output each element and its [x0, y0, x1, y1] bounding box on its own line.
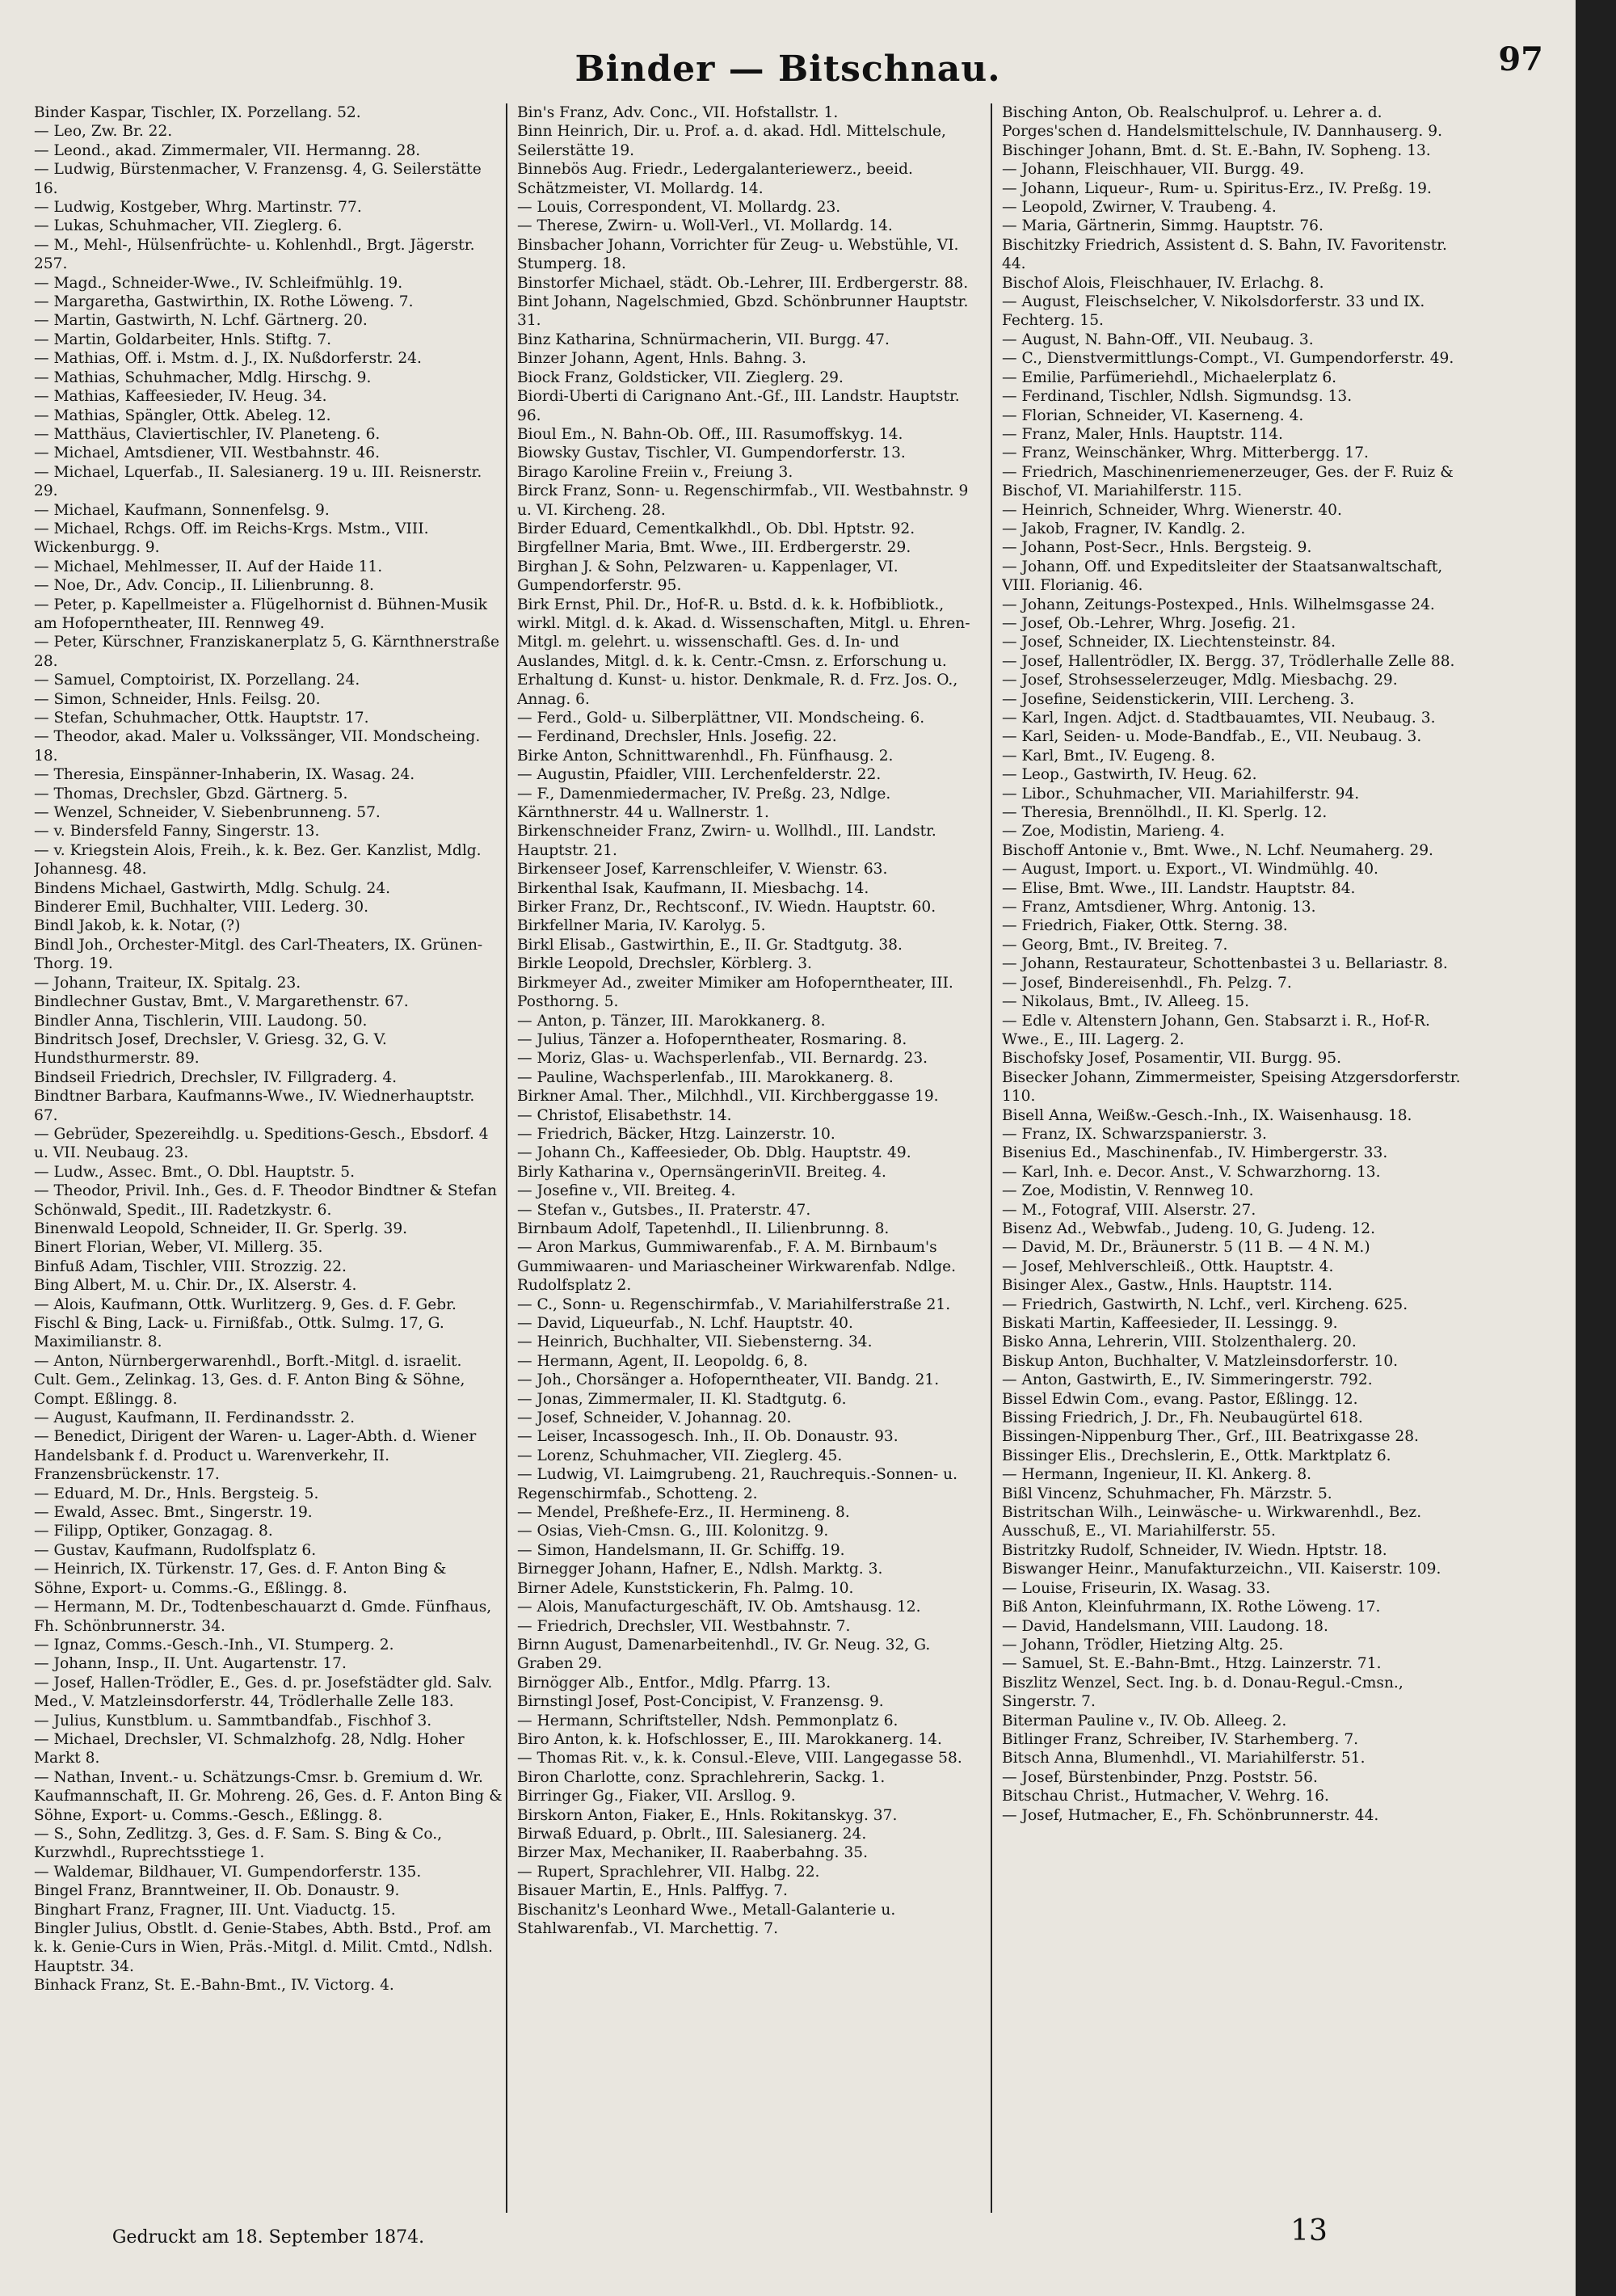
directory-entry: Bischofsky Josef, Posamentir, VII. Burgg. 95.: [1002, 1050, 1342, 1068]
directory-entry: — Leo, Zw. Br. 22.: [34, 123, 173, 141]
directory-entry: — Filipp, Optiker, Gonzagag. 8.: [34, 1523, 273, 1540]
column-3: [1002, 103, 1471, 2213]
directory-entry: — Josef, Schneider, V. Johannag. 20.: [517, 1409, 792, 1427]
directory-entry: Bindseil Friedrich, Drechsler, IV. Fillgraderg. 4.: [34, 1068, 398, 1086]
directory-entry: Birner Adele, Kunststickerin, Fh. Palmg. 10.: [517, 1579, 854, 1597]
directory-entry: Bischinger Johann, Bmt. d. St. E.-Bahn, IV. Sopheng. 13.: [1002, 141, 1431, 159]
directory-entry: — Heinrich, Buchhalter, VII. Siebensterng. 34.: [517, 1333, 873, 1351]
directory-entry: — Josefine, Seidenstickerin, VIII. Lercheng. 3.: [1002, 690, 1355, 708]
directory-entry: — Josef, Bürstenbinder, Pnzg. Poststr. 56.: [1002, 1768, 1318, 1786]
directory-entry: — M., Fotograf, VIII. Alserstr. 27.: [1002, 1201, 1256, 1219]
directory-entry: Birnstingl Josef, Post-Concipist, V. Franzensg. 9.: [517, 1693, 884, 1711]
directory-entry: — Theodor, akad. Maler u. Volkssänger, VII. Mondscheing. 18.: [34, 728, 481, 765]
directory-entry: — Johann, Fleischhauer, VII. Burgg. 49.: [1002, 161, 1305, 179]
directory-entry: Bisching Anton, Ob. Realschulprof. u. Lehrer a. d. Porges'schen d. Handelsmittelschule, IV. Dannhauserg. 9.: [1002, 104, 1442, 141]
directory-entry: Bischitzky Friedrich, Assistent d. S. Bahn, IV. Favoritenstr. 44.: [1002, 236, 1447, 273]
directory-entry: — Karl, Seiden- u. Mode-Bandfab., E., VII. Neubaug. 3.: [1002, 728, 1422, 746]
directory-entry: — Josef, Strohsesselerzeuger, Mdlg. Miesbachg. 29.: [1002, 672, 1398, 689]
directory-entry: — Stefan, Schuhmacher, Ottk. Hauptstr. 17.: [34, 710, 369, 727]
directory-entry: — Ferdinand, Tischler, Ndlsh. Sigmundsg. 13.: [1002, 388, 1353, 406]
directory-entry: Bindl Jakob, k. k. Notar, (?): [34, 917, 241, 935]
directory-entry: Bischanitz's Leonhard Wwe., Metall-Galanterie u. Stahlwarenfab., VI. Marchettig. 7.: [517, 1901, 896, 1937]
directory-entry: — Johann Ch., Kaffeesieder, Ob. Dblg. Hauptstr. 49.: [517, 1144, 911, 1162]
directory-entry: — Ferdinand, Drechsler, Hnls. Josefig. 22.: [517, 728, 837, 746]
directory-entry: — Augustin, Pfaidler, VIII. Lerchenfelderstr. 22.: [517, 766, 882, 784]
directory-entry: — Moriz, Glas- u. Wachsperlenfab., VII. Bernardg. 23.: [517, 1050, 928, 1068]
directory-entry: Biskup Anton, Buchhalter, V. Matzleinsdorferstr. 10.: [1002, 1352, 1399, 1370]
directory-entry: — Karl, Ingen. Adjct. d. Stadtbauamtes, VII. Neubaug. 3.: [1002, 710, 1436, 727]
directory-entry: Bischoff Antonie v., Bmt. Wwe., N. Lchf. Neumaherg. 29.: [1002, 841, 1433, 859]
directory-entry: Biro Anton, k. k. Hofschlosser, E., III. Marokkanerg. 14.: [517, 1730, 942, 1748]
directory-entry: Bisecker Johann, Zimmermeister, Speising Atzgersdorferstr. 110.: [1002, 1068, 1461, 1106]
directory-entry: Biß Anton, Kleinfuhrmann, IX. Rothe Löweng. 17.: [1002, 1599, 1381, 1616]
directory-entry: — August, Import. u. Export., VI. Windmühlg. 40.: [1002, 861, 1378, 878]
directory-entry: — Joh., Chorsänger a. Hofoperntheater, VII. Bandg. 21.: [517, 1371, 940, 1389]
directory-entry: — Wenzel, Schneider, V. Siebenbrunneng. 57.: [34, 804, 381, 822]
directory-entry: — Emilie, Parfümeriehdl., Michaelerplatz 6.: [1002, 369, 1337, 386]
directory-entry: Birnbaum Adolf, Tapetenhdl., II. Lilienbrunng. 8.: [517, 1220, 890, 1237]
directory-entry: — Karl, Bmt., IV. Eugeng. 8.: [1002, 747, 1215, 765]
directory-entry: — Louis, Correspondent, VI. Mollardg. 23.: [517, 199, 841, 217]
directory-entry: Bisko Anna, Lehrerin, VIII. Stolzenthalerg. 20.: [1002, 1333, 1357, 1351]
directory-entry: — Josef, Mehlverschleiß., Ottk. Hauptstr. 4.: [1002, 1258, 1334, 1275]
directory-entry: Binstorfer Michael, städt. Ob.-Lehrer, III. Erdbergerstr. 88.: [517, 274, 969, 292]
directory-entry: Bistritzky Rudolf, Schneider, IV. Wiedn. Hptstr. 18.: [1002, 1541, 1387, 1559]
directory-entry: Bindlechner Gustav, Bmt., V. Margarethenstr. 67.: [34, 993, 409, 1011]
directory-entry: — C., Dienstvermittlungs-Compt., VI. Gumpendorferstr. 49.: [1002, 350, 1454, 368]
directory-entry: Biszlitz Wenzel, Sect. Ing. b. d. Donau-Regul.-Cmsn., Singerstr. 7.: [1002, 1674, 1403, 1711]
directory-entry: Bisell Anna, Weißw.-Gesch.-Inh., IX. Waisenhausg. 18.: [1002, 1106, 1412, 1124]
directory-entry: — Thomas, Drechsler, Gbzd. Gärtnerg. 5.: [34, 785, 348, 803]
directory-entry: Birk Ernst, Phil. Dr., Hof-R. u. Bstd. d. k. k. Hofbibliotk., wirkl. Mitgl. d. k. Akad. d. Wissenschaften, Mitgl. u. Ehren-Mitgl. m. gelehrt. u. wissenschaftl. Ges. d. In- und Auslandes, Mitgl. d. k. k. Centr.-Cmsn. z. Erforschung u. Erhaltung d. Kunst- u. histor. Denkmale, R. d. Frz. Jos. O., Annag. 6.: [517, 596, 970, 708]
directory-entry: Birgfellner Maria, Bmt. Wwe., III. Erdbergerstr. 29.: [517, 539, 911, 557]
directory-entry: — Nathan, Invent.- u. Schätzungs-Cmsr. b. Gremium d. Wr. Kaufmannschaft, II. Gr. Mohreng. 26, Ges. d. F. Anton Bing & Söhne, Export- u. Comms.-Gesch., Eßlingg. 8.: [34, 1768, 503, 1824]
directory-entry: — Martin, Gastwirth, N. Lchf. Gärtnerg. 20.: [34, 312, 368, 330]
directory-entry: — Friedrich, Gastwirth, N. Lchf., verl. Kircheng. 625.: [1002, 1295, 1408, 1313]
column-divider-2: [991, 103, 992, 2213]
directory-entry: Binn Heinrich, Dir. u. Prof. a. d. akad. Hdl. Mittelschule, Seilerstätte 19.: [517, 123, 946, 159]
directory-entry: — Friedrich, Fiaker, Ottk. Sterng. 38.: [1002, 917, 1288, 935]
directory-entry: Birkl Elisab., Gastwirthin, E., II. Gr. Stadtgutg. 38.: [517, 936, 903, 954]
directory-entry: — Franz, Maler, Hnls. Hauptstr. 114.: [1002, 425, 1283, 443]
directory-entry: — Martin, Goldarbeiter, Hnls. Stiftg. 7.: [34, 331, 332, 348]
directory-entry: — David, Liqueurfab., N. Lchf. Hauptstr. 40.: [517, 1315, 853, 1332]
directory-entry: — Matthäus, Claviertischler, IV. Planeteng. 6.: [34, 425, 381, 443]
directory-entry: — Johann, Post-Secr., Hnls. Bergsteig. 9.: [1002, 539, 1312, 557]
directory-entry: Birringer Gg., Fiaker, VII. Arsllog. 9.: [517, 1788, 796, 1805]
directory-entry: — Samuel, St. E.-Bahn-Bmt., Htzg. Lainzerstr. 71.: [1002, 1655, 1382, 1673]
directory-entry: — Johann, Restaurateur, Schottenbastei 3 u. Bellariastr. 8.: [1002, 955, 1448, 973]
directory-entry: — Simon, Handelsmann, II. Gr. Schiffg. 19.: [517, 1541, 845, 1559]
print-date-note: Gedruckt am 18. September 1874.: [112, 2227, 425, 2248]
directory-entry: — Heinrich, Schneider, Whrg. Wienerstr. 40.: [1002, 501, 1342, 519]
directory-entry: — Peter, Kürschner, Franziskanerplatz 5, G. Kärnthnerstraße 28.: [34, 634, 499, 670]
directory-entry: Bitschau Christ., Hutmacher, V. Wehrg. 16.: [1002, 1788, 1329, 1805]
directory-entry: Birly Katharina v., OpernsängerinVII. Breiteg. 4.: [517, 1163, 886, 1181]
directory-entry: — Pauline, Wachsperlenfab., III. Marokkanerg. 8.: [517, 1068, 894, 1086]
directory-entry: — Jonas, Zimmermaler, II. Kl. Stadtgutg. 6.: [517, 1390, 847, 1408]
directory-entry: Bitsch Anna, Blumenhdl., VI. Mariahilferstr. 51.: [1002, 1750, 1366, 1767]
directory-entry: — Osias, Vieh-Cmsn. G., III. Kolonitzg. 9.: [517, 1523, 829, 1540]
directory-entry: — Heinrich, IX. Türkenstr. 17, Ges. d. F. Anton Bing & Söhne, Export- u. Comms.-G., Eßlingg. 8.: [34, 1561, 447, 1597]
directory-entry: — Margaretha, Gastwirthin, IX. Rothe Löweng. 7.: [34, 293, 414, 311]
directory-entry: — Zoe, Modistin, V. Rennweg 10.: [1002, 1182, 1254, 1200]
directory-entry: — Waldemar, Bildhauer, VI. Gumpendorferstr. 135.: [34, 1863, 422, 1881]
directory-entry: — Rupert, Sprachlehrer, VII. Halbg. 22.: [517, 1863, 820, 1881]
directory-entry: — Benedict, Dirigent der Waren- u. Lager-Abth. d. Wiener Handelsbank f. d. Product u. Warenverkehr, II. Franzensbrückenstr. 17.: [34, 1428, 477, 1484]
directory-entry: — Louise, Friseurin, IX. Wasag. 33.: [1002, 1579, 1271, 1597]
directory-entry: — Johann, Liqueur-, Rum- u. Spiritus-Erz., IV. Preßg. 19.: [1002, 179, 1432, 197]
directory-entry: — David, M. Dr., Bräunerstr. 5 (11 B. — 4 N. M.): [1002, 1239, 1370, 1257]
directory-entry: — Ludwig, Kostgeber, Whrg. Martinstr. 77.: [34, 199, 362, 217]
directory-entry: — Johann, Zeitungs-Postexped., Hnls. Wilhelmsgasse 24.: [1002, 596, 1435, 613]
directory-entry: Binghart Franz, Fragner, III. Unt. Viaductg. 15.: [34, 1901, 396, 1919]
directory-entry: — Maria, Gärtnerin, Simmg. Hauptstr. 76.: [1002, 217, 1324, 235]
directory-entry: Birnegger Johann, Hafner, E., Ndlsh. Marktg. 3.: [517, 1561, 883, 1578]
directory-entry: Biowsky Gustav, Tischler, VI. Gumpendorferstr. 13.: [517, 444, 906, 462]
directory-entry: Birkner Amal. Ther., Milchhdl., VII. Kirchberggasse 19.: [517, 1088, 939, 1106]
directory-entry: — Libor., Schuhmacher, VII. Mariahilferstr. 94.: [1002, 785, 1360, 803]
directory-entry: — Friedrich, Maschinenriemenerzeuger, Ges. der F. Ruiz & Bischof, VI. Mariahilferstr. 115.: [1002, 463, 1454, 500]
directory-entry: — Ferd., Gold- u. Silberplättner, VII. Mondscheing. 6.: [517, 710, 925, 727]
directory-entry: Binzer Johann, Agent, Hnls. Bahng. 3.: [517, 350, 806, 368]
directory-entry: Birkenthal Isak, Kaufmann, II. Miesbachg. 14.: [517, 879, 869, 897]
directory-entry: Bin's Franz, Adv. Conc., VII. Hofstallstr. 1.: [517, 104, 839, 121]
directory-entry: Binfuß Adam, Tischler, VIII. Strozzig. 22.: [34, 1258, 347, 1275]
directory-entry: — Anton, Gastwirth, E., IV. Simmeringerstr. 792.: [1002, 1371, 1373, 1389]
directory-entry: — Michael, Kaufmann, Sonnenfelsg. 9.: [34, 501, 330, 519]
directory-entry: Bißl Vincenz, Schuhmacher, Fh. Märzstr. 5.: [1002, 1485, 1332, 1502]
directory-entry: — Thomas Rit. v., k. k. Consul.-Eleve, VIII. Langegasse 58.: [517, 1750, 962, 1767]
directory-entry: — Josef, Hutmacher, E., Fh. Schönbrunnerstr. 44.: [1002, 1806, 1379, 1824]
directory-entry: Binderer Emil, Buchhalter, VIII. Lederg. 30.: [34, 899, 369, 916]
directory-entry: — Hermann, Ingenieur, II. Kl. Ankerg. 8.: [1002, 1466, 1312, 1484]
directory-entry: — Samuel, Comptoirist, IX. Porzellang. 24.: [34, 672, 360, 689]
directory-entry: Biron Charlotte, conz. Sprachlehrerin, Sackg. 1.: [517, 1768, 886, 1786]
directory-entry: Biskati Martin, Kaffeesieder, II. Lessingg. 9.: [1002, 1315, 1338, 1332]
directory-entry: Binenwald Leopold, Schneider, II. Gr. Sperlg. 39.: [34, 1220, 408, 1237]
directory-entry: — Ewald, Assec. Bmt., Singerstr. 19.: [34, 1504, 313, 1522]
directory-entry: Binhack Franz, St. E.-Bahn-Bmt., IV. Victorg. 4.: [34, 1977, 394, 1995]
directory-entry: — Mathias, Off. i. Mstm. d. J., IX. Nußdorferstr. 24.: [34, 350, 422, 368]
directory-entry: Bissinger Elis., Drechslerin, E., Ottk. Marktplatz 6.: [1002, 1447, 1391, 1464]
column-divider-1: [506, 103, 507, 2213]
directory-entry: Birck Franz, Sonn- u. Regenschirmfab., VII. Westbahnstr. 9 u. VI. Kircheng. 28.: [517, 482, 969, 519]
directory-entry: Birkfellner Maria, IV. Karolyg. 5.: [517, 917, 766, 935]
directory-entry: Birwaß Eduard, p. Obrlt., III. Salesianerg. 24.: [517, 1825, 867, 1843]
column-2: [517, 103, 986, 2213]
directory-entry: — Friedrich, Drechsler, VII. Westbahnstr. 7.: [517, 1617, 851, 1635]
directory-entry: — Ludwig, Bürstenmacher, V. Franzensg. 4, G. Seilerstätte 16.: [34, 161, 482, 197]
directory-entry: Bitlinger Franz, Schreiber, IV. Starhemberg. 7.: [1002, 1730, 1359, 1748]
directory-entry: Bisenius Ed., Maschinenfab., IV. Himbergerstr. 33.: [1002, 1144, 1388, 1162]
directory-entry: — Johann, Off. und Expeditsleiter der Staatsanwaltschaft, VIII. Florianig. 46.: [1002, 558, 1443, 595]
directory-entry: — Johann, Traiteur, IX. Spitalg. 23.: [34, 974, 301, 992]
directory-entry: — Josef, Bindereisenhdl., Fh. Pelzg. 7.: [1002, 974, 1292, 992]
directory-entry: Bisinger Alex., Gastw., Hnls. Hauptstr. 114.: [1002, 1277, 1332, 1295]
directory-entry: Birnn August, Damenarbeitenhdl., IV. Gr. Neug. 32, G. Graben 29.: [517, 1636, 931, 1673]
directory-entry: Birskorn Anton, Fiaker, E., Hnls. Rokitanskyg. 37.: [517, 1806, 898, 1824]
directory-entry: Bint Johann, Nagelschmied, Gbzd. Schönbrunner Hauptstr. 31.: [517, 293, 969, 330]
directory-entry: — Michael, Lquerfab., II. Salesianerg. 19 u. III. Reisnerstr. 29.: [34, 463, 482, 500]
directory-entry: — Josef, Hallen-Trödler, E., Ges. d. pr. Josefstädter gld. Salv. Med., V. Matzleinsdorferstr. 44, Trödlerhalle Zelle 183.: [34, 1674, 493, 1711]
directory-entry: Birkle Leopold, Drechsler, Körblerg. 3.: [517, 955, 812, 973]
directory-entry: — Josefine v., VII. Breiteg. 4.: [517, 1182, 736, 1200]
directory-entry: Bistritschan Wilh., Leinwäsche- u. Wirkwarenhdl., Bez. Ausschuß, E., VI. Mariahilferstr. 55.: [1002, 1504, 1422, 1540]
directory-entry: Bindritsch Josef, Drechsler, V. Griesg. 32, G. V. Hundsthurmerstr. 89.: [34, 1030, 387, 1068]
directory-entry: — Alois, Manufacturgeschäft, IV. Ob. Amtshausg. 12.: [517, 1599, 921, 1616]
directory-entry: Birago Karoline Freiin v., Freiung 3.: [517, 463, 793, 481]
directory-entry: — Lorenz, Schuhmacher, VII. Zieglerg. 45.: [517, 1447, 843, 1464]
directory-entry: — Mathias, Kaffeesieder, IV. Heug. 34.: [34, 388, 327, 406]
sheet-number: 13: [1290, 2214, 1328, 2248]
directory-entry: — Michael, Mehlmesser, II. Auf der Haide 11.: [34, 558, 383, 575]
directory-entry: — Julius, Kunstblum. u. Sammtbandfab., Fischhof 3.: [34, 1712, 432, 1729]
directory-entry: — Theodor, Privil. Inh., Ges. d. F. Theodor Bindtner & Stefan Schönwald, Spedit., III. Radetzkystr. 6.: [34, 1182, 498, 1219]
directory-entry: — Noe, Dr., Adv. Concip., II. Lilienbrunng. 8.: [34, 577, 374, 595]
directory-entry: Bissing Friedrich, J. Dr., Fh. Neubaugürtel 618.: [1002, 1409, 1363, 1427]
directory-entry: — Gustav, Kaufmann, Rudolfsplatz 6.: [34, 1541, 317, 1559]
directory-entry: — Simon, Schneider, Hnls. Feilsg. 20.: [34, 690, 321, 708]
directory-entry: — Franz, IX. Schwarzspanierstr. 3.: [1002, 1125, 1267, 1143]
directory-entry: — Franz, Weinschänker, Whrg. Mitterbergg. 17.: [1002, 444, 1369, 462]
directory-entry: Biswanger Heinr., Manufakturzeichn., VII. Kaiserstr. 109.: [1002, 1561, 1441, 1578]
directory-entry: — Leiser, Incassogesch. Inh., II. Ob. Donaustr. 93.: [517, 1428, 898, 1446]
directory-entry: Bindler Anna, Tischlerin, VIII. Laudong. 50.: [34, 1012, 368, 1030]
directory-entry: — Peter, p. Kapellmeister a. Flügelhornist d. Bühnen-Musik am Hofoperntheater, III. Rennweg 49.: [34, 596, 488, 632]
column-1: [34, 103, 503, 2213]
directory-entry: — Josef, Schneider, IX. Liechtensteinstr. 84.: [1002, 634, 1336, 651]
directory-entry: Bissingen-Nippenburg Ther., Grf., III. Beatrixgasse 28.: [1002, 1428, 1419, 1446]
directory-entry: — Anton, p. Tänzer, III. Marokkanerg. 8.: [517, 1012, 826, 1030]
directory-entry: Bioul Em., N. Bahn-Ob. Off., III. Rasumoffskyg. 14.: [517, 425, 903, 443]
directory-entry: — Hermann, Agent, II. Leopoldg. 6, 8.: [517, 1352, 808, 1370]
directory-entry: — Ludw., Assec. Bmt., O. Dbl. Hauptstr. 5.: [34, 1163, 356, 1181]
directory-entry: — v. Kriegstein Alois, Freih., k. k. Bez. Ger. Kanzlist, Mdlg. Johannesg. 48.: [34, 841, 482, 878]
directory-entry: — Ludwig, VI. Laimgrubeng. 21, Rauchrequis.-Sonnen- u. Regenschirmfab., Schotteng. 2.: [517, 1466, 958, 1502]
scan-edge: [1576, 0, 1616, 2296]
directory-entry: Birder Eduard, Cementkalkhdl., Ob. Dbl. Hptstr. 92.: [517, 520, 915, 537]
directory-entry: — Mendel, Preßhefe-Erz., II. Hermineng. 8.: [517, 1504, 850, 1522]
directory-entry: — Magd., Schneider-Wwe., IV. Schleifmühlg. 19.: [34, 274, 403, 292]
directory-entry: — Michael, Drechsler, VI. Schmalzhofg. 28, Ndlg. Hoher Markt 8.: [34, 1730, 465, 1767]
page-number: 97: [1498, 40, 1543, 78]
directory-entry: Biock Franz, Goldsticker, VII. Zieglerg. 29.: [517, 369, 844, 386]
directory-entry: — Ignaz, Comms.-Gesch.-Inh., VI. Stumperg. 2.: [34, 1636, 394, 1654]
directory-entry: — F., Damenmiedermacher, IV. Preßg. 23, Ndlge. Kärnthnerstr. 44 u. Wallnerstr. 1.: [517, 785, 891, 822]
directory-entry: Bisauer Martin, E., Hnls. Palffyg. 7.: [517, 1882, 788, 1900]
directory-entry: — M., Mehl-, Hülsenfrüchte- u. Kohlenhdl., Brgt. Jägerstr. 257.: [34, 236, 475, 273]
directory-entry: Bindl Joh., Orchester-Mitgl. des Carl-Theaters, IX. Grünen-Thorg. 19.: [34, 936, 483, 973]
page-header: [0, 32, 1576, 105]
directory-entry: — Karl, Inh. e. Decor. Anst., V. Schwarzhorng. 13.: [1002, 1163, 1381, 1181]
directory-entry: Bingel Franz, Branntweiner, II. Ob. Donaustr. 9.: [34, 1882, 400, 1900]
directory-entry: — Mathias, Schuhmacher, Mdlg. Hirschg. 9.: [34, 369, 372, 386]
directory-entry: — Leopold, Zwirner, V. Traubeng. 4.: [1002, 199, 1277, 217]
directory-entry: Birghan J. & Sohn, Pelzwaren- u. Kappenlager, VI. Gumpendorferstr. 95.: [517, 558, 898, 595]
directory-entry: — August, Kaufmann, II. Ferdinandsstr. 2.: [34, 1409, 355, 1427]
directory-entry: — Hermann, M. Dr., Todtenbeschauarzt d. Gmde. Fünfhaus, Fh. Schönbrunnerstr. 34.: [34, 1599, 492, 1635]
directory-entry: Binsbacher Johann, Vorrichter für Zeug- u. Webstühle, VI. Stumperg. 18.: [517, 236, 959, 273]
directory-entry: Birkenseer Josef, Karrenschleifer, V. Wienstr. 63.: [517, 861, 888, 878]
directory-entry: — Anton, Nürnbergerwarenhdl., Borft.-Mitgl. d. israelit. Cult. Gem., Zelinkag. 13, Ges. d. F. Anton Bing & Söhne, Compt. Eßlingg. 8.: [34, 1352, 465, 1408]
directory-entry: — Michael, Amtsdiener, VII. Westbahnstr. 46.: [34, 444, 381, 462]
directory-entry: — Zoe, Modistin, Marieng. 4.: [1002, 823, 1225, 840]
directory-entry: — Florian, Schneider, VI. Kaserneng. 4.: [1002, 407, 1304, 424]
directory-entry: Biordi-Uberti di Carignano Ant.-Gf., III. Landstr. Hauptstr. 96.: [517, 388, 960, 424]
directory-entry: Binder Kaspar, Tischler, IX. Porzellang. 52.: [34, 104, 361, 121]
directory-entry: Birzer Max, Mechaniker, II. Raaberbahng. 35.: [517, 1844, 869, 1862]
directory-entry: — August, Fleischselcher, V. Nikolsdorferstr. 33 und IX. Fechterg. 15.: [1002, 293, 1425, 330]
directory-entry: Bing Albert, M. u. Chir. Dr., IX. Alserstr. 4.: [34, 1277, 357, 1295]
directory-entry: Bindens Michael, Gastwirth, Mdlg. Schulg. 24.: [34, 879, 391, 897]
directory-entry: Bissel Edwin Com., evang. Pastor, Eßlingg. 12.: [1002, 1390, 1358, 1408]
directory-entry: — S., Sohn, Zedlitzg. 3, Ges. d. F. Sam. S. Bing & Co., Kurzwhdl., Ruprechtsstiege 1.: [34, 1825, 443, 1862]
directory-entry: Birke Anton, Schnittwarenhdl., Fh. Fünfhausg. 2.: [517, 747, 894, 765]
directory-entry: — Johann, Insp., II. Unt. Augartenstr. 17.: [34, 1655, 347, 1673]
directory-entry: — Theresia, Brennölhdl., II. Kl. Sperlg. 12.: [1002, 804, 1328, 822]
directory-entry: Birker Franz, Dr., Rechtsconf., IV. Wiedn. Hauptstr. 60.: [517, 899, 936, 916]
directory-entry: — Leop., Gastwirth, IV. Heug. 62.: [1002, 766, 1257, 784]
directory-entry: — David, Handelsmann, VIII. Laudong. 18.: [1002, 1617, 1328, 1635]
directory-entry: Bisenz Ad., Webwfab., Judeng. 10, G. Judeng. 12.: [1002, 1220, 1376, 1237]
directory-entry: — Jakob, Fragner, IV. Kandlg. 2.: [1002, 520, 1246, 537]
directory-entry: Binert Florian, Weber, VI. Millerg. 35.: [34, 1239, 323, 1257]
directory-entry: — Julius, Tänzer a. Hofoperntheater, Rosmaring. 8.: [517, 1030, 907, 1048]
directory-entry: — Franz, Amtsdiener, Whrg. Antonig. 13.: [1002, 899, 1316, 916]
directory-entry: — Alois, Kaufmann, Ottk. Wurlitzerg. 9, Ges. d. F. Gebr. Fischl & Bing, Lack- u. Firnißfab., Ottk. Sulmg. 17, G. Maximilianstr. 8.: [34, 1295, 457, 1351]
directory-entry: Bingler Julius, Obstlt. d. Genie-Stabes, Abth. Bstd., Prof. am k. k. Genie-Curs in Wien, Präs.-Mitgl. d. Milit. Cmtd., Ndlsh. Hauptstr. 34.: [34, 1920, 493, 1975]
directory-entry: — Aron Markus, Gummiwarenfab., F. A. M. Birnbaum's Gummiwaaren- und Mariascheiner Wirkwarenfab. Ndlge. Rudolfsplatz 2.: [517, 1239, 957, 1295]
directory-entry: Binz Katharina, Schnürmacherin, VII. Burgg. 47.: [517, 331, 890, 348]
page-title: Binder — Bitschnau.: [574, 48, 1001, 90]
directory-entry: — Michael, Rchgs. Off. im Reichs-Krgs. Mstm., VIII. Wickenburgg. 9.: [34, 520, 429, 557]
directory-entry: Biterman Pauline v., IV. Ob. Alleeg. 2.: [1002, 1712, 1287, 1729]
directory-entry: Bischof Alois, Fleischhauer, IV. Erlachg. 8.: [1002, 274, 1324, 292]
directory-entry: — Gebrüder, Spezereihdlg. u. Speditions-Gesch., Ebsdorf. 4 u. VII. Neubaug. 23.: [34, 1125, 489, 1162]
directory-entry: — Therese, Zwirn- u. Woll-Verl., VI. Mollardg. 14.: [517, 217, 893, 235]
directory-entry: — C., Sonn- u. Regenschirmfab., V. Mariahilferstraße 21.: [517, 1295, 951, 1313]
directory-entry: — Friedrich, Bäcker, Htzg. Lainzerstr. 10.: [517, 1125, 835, 1143]
directory-entry: — Lukas, Schuhmacher, VII. Zieglerg. 6.: [34, 217, 343, 235]
directory-entry: — Georg, Bmt., IV. Breiteg. 7.: [1002, 936, 1228, 954]
directory-entry: — Josef, Ob.-Lehrer, Whrg. Josefig. 21.: [1002, 614, 1296, 632]
directory-entry: Binnebös Aug. Friedr., Ledergalanteriewerz., beeid. Schätzmeister, VI. Mollardg. 14.: [517, 161, 913, 197]
directory-entry: — Theresia, Einspänner-Inhaberin, IX. Wasag. 24.: [34, 766, 415, 784]
directory-entry: Birkenschneider Franz, Zwirn- u. Wollhdl., III. Landstr. Hauptstr. 21.: [517, 823, 936, 859]
directory-entry: Birkmeyer Ad., zweiter Mimiker am Hofoperntheater, III. Posthorng. 5.: [517, 974, 953, 1011]
directory-entry: Bindtner Barbara, Kaufmanns-Wwe., IV. Wiednerhauptstr. 67.: [34, 1088, 475, 1124]
directory-entry: — August, N. Bahn-Off., VII. Neubaug. 3.: [1002, 331, 1314, 348]
directory-entry: — Elise, Bmt. Wwe., III. Landstr. Hauptstr. 84.: [1002, 879, 1356, 897]
directory-entry: — Stefan v., Gutsbes., II. Praterstr. 47.: [517, 1201, 811, 1219]
directory-entry: — Leond., akad. Zimmermaler, VII. Hermanng. 28.: [34, 141, 421, 159]
directory-entry: Birnögger Alb., Entfor., Mdlg. Pfarrg. 13.: [517, 1674, 831, 1691]
directory-entry: — Eduard, M. Dr., Hnls. Bergsteig. 5.: [34, 1485, 319, 1502]
directory-entry: — v. Bindersfeld Fanny, Singerstr. 13.: [34, 823, 320, 840]
directory-entry: — Mathias, Spängler, Ottk. Abeleg. 12.: [34, 407, 331, 424]
directory-entry: — Johann, Trödler, Hietzing Altg. 25.: [1002, 1636, 1284, 1654]
directory-entry: — Hermann, Schriftsteller, Ndsh. Pemmonplatz 6.: [517, 1712, 898, 1729]
directory-entry: — Nikolaus, Bmt., IV. Alleeg. 15.: [1002, 993, 1250, 1011]
directory-entry: — Christof, Elisabethstr. 14.: [517, 1106, 732, 1124]
directory-entry: — Josef, Hallentrödler, IX. Bergg. 37, Trödlerhalle Zelle 88.: [1002, 652, 1455, 670]
directory-entry: — Edle v. Altenstern Johann, Gen. Stabsarzt i. R., Hof-R. Wwe., E., III. Lagerg. 2.: [1002, 1012, 1430, 1048]
